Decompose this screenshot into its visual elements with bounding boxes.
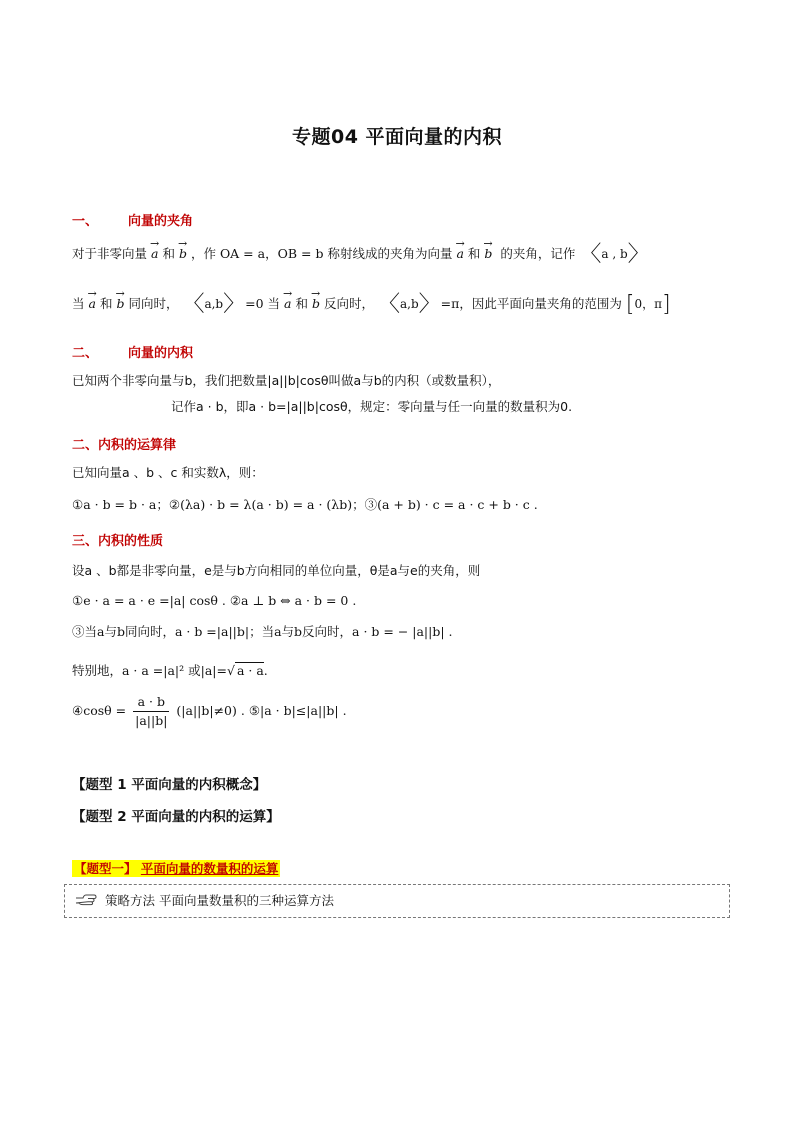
- vector-b: → b: [484, 238, 492, 263]
- highlight-heading: [72, 858, 280, 877]
- angle-notation: a,b: [400, 297, 419, 311]
- vector-b: → b: [179, 238, 187, 263]
- text-segment: ⑤|a · b|≤|a||b| .: [248, 703, 347, 718]
- section-number: 二、: [72, 346, 99, 361]
- section-title: 向量的夹角: [128, 214, 194, 229]
- text-segment: 和: [162, 246, 175, 261]
- property-3: ③当a与b同向时，a · b =|a||b|；当a与b反向时，a · b = − |a||b| .: [72, 624, 453, 639]
- fraction-numerator: a · b: [133, 693, 169, 712]
- definition-line-2: 记作a · b，即a · b=|a||b|cosθ，规定：零向量与任一向量的数量积为0.: [171, 399, 573, 414]
- strategy-text: 策略方法 平面向量数量积的三种运算方法: [104, 893, 334, 908]
- vector-b: → b: [312, 288, 320, 313]
- highlight-label: 【题型一】: [74, 861, 137, 876]
- special-case: 特别地，a · a =|a|² 或|a|=√ a · a.: [72, 663, 268, 678]
- section-heading-inner-product: [72, 342, 193, 361]
- angle-definition-line: 对于非零向量 → a 和 → b ，作 OA = a，OB = b 称射线成的夹角为向量 → a 和 → b 的夹角，记作 〈a , b〉: [72, 238, 650, 264]
- angle-notation: a,b: [204, 297, 224, 311]
- fraction: [133, 693, 169, 730]
- strategy-box: [64, 884, 730, 918]
- text-segment: 和: [99, 296, 113, 311]
- text-segment: 和: [467, 246, 481, 261]
- pointing-hand-icon: [75, 893, 97, 907]
- text-segment: 特别地，a · a =|a|² 或|a|=: [72, 663, 227, 678]
- formula-oa: OA = a: [219, 246, 266, 261]
- property-1-2: ①e · a = a · e =|a| cosθ . ②a ⊥ b ⇔ a · b = 0 .: [72, 593, 357, 608]
- text-segment: ，作: [190, 246, 216, 261]
- text-segment: (|a||b|≠0) .: [176, 703, 245, 718]
- angle-notation: a , b: [601, 247, 628, 261]
- text-segment: .: [263, 663, 268, 678]
- formula-ob: OB = b: [277, 246, 324, 261]
- text-segment: 同向时，: [128, 296, 179, 311]
- text-segment: 当: [72, 296, 85, 311]
- text-segment: 和: [295, 296, 308, 311]
- laws-formula: ①a · b = b · a；②(λa) · b = λ(a · b) = a · (λb)；③(a + b) · c = a · c + b · c .: [72, 497, 538, 512]
- section-number: 一、: [72, 214, 99, 229]
- angle-range: 0，π: [634, 297, 662, 311]
- highlight-text: 平面向量的数量积的运算: [140, 861, 279, 876]
- text-segment: 对于非零向量: [72, 246, 148, 261]
- text-segment: ，: [265, 246, 278, 261]
- vector-a: → a: [456, 238, 463, 263]
- text-segment: 称射线成的夹角为向量: [327, 246, 453, 261]
- text-segment: 反向时，: [323, 296, 374, 311]
- property-4-5: [72, 693, 347, 730]
- formula-pi: =π: [440, 296, 460, 311]
- vector-a: → a: [151, 238, 158, 263]
- section-title: 向量的内积: [128, 346, 194, 361]
- definition-line-1: 已知两个非零向量与b，我们把数量|a||b|cosθ叫做a与b的内积（或数量积），: [72, 373, 501, 388]
- section-heading-properties: 三、内积的性质: [72, 534, 164, 549]
- type-heading-2: 【题型 2 平面向量的内积的运算】: [72, 809, 280, 825]
- type-heading-1: 【题型 1 平面向量的内积概念】: [72, 777, 267, 793]
- section-heading-angle: [72, 210, 193, 229]
- text-segment: ④cosθ =: [72, 703, 127, 718]
- sqrt-content: a · a: [236, 663, 264, 678]
- section-heading-laws: 二、内积的运算律: [72, 438, 177, 453]
- page-title: 专题04 平面向量的内积: [291, 126, 503, 148]
- formula-zero: =0: [245, 296, 264, 311]
- vector-a: → a: [89, 288, 96, 313]
- angle-range-line: 当 → a 和 → b 同向时， 〈a,b〉=0 当 → a 和 → b 反向时， 〈a,b〉=π，因此平面向量夹角的范围为 [0，π]: [72, 288, 671, 314]
- text-segment: 的夹角，记作: [500, 246, 576, 261]
- strategy-content: [75, 891, 334, 909]
- vector-b: → b: [116, 288, 124, 313]
- laws-intro: 已知向量a 、b 、c 和实数λ，则：: [72, 465, 264, 480]
- text-segment: ，因此平面向量夹角的范围为: [459, 296, 622, 311]
- fraction-denominator: |a||b|: [135, 713, 168, 728]
- vector-a: → a: [284, 288, 291, 313]
- properties-intro: 设a 、b都是非零向量，e是与b方向相同的单位向量，θ是a与e的夹角，则: [72, 563, 481, 578]
- text-segment: 当: [267, 296, 281, 311]
